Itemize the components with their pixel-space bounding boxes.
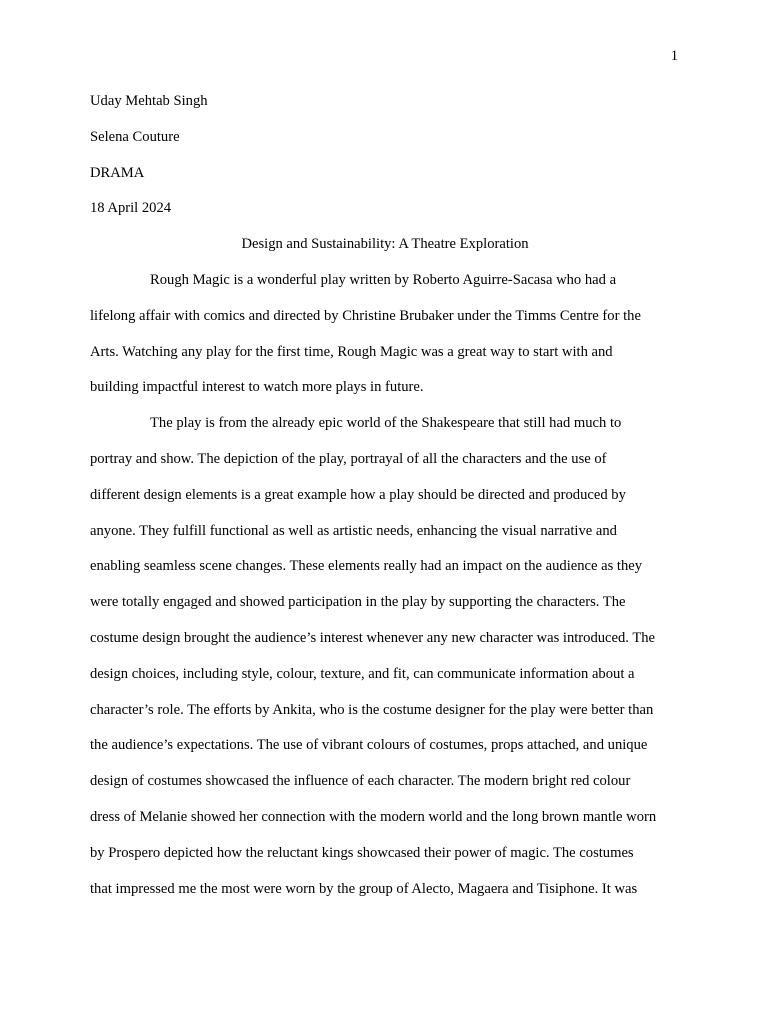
paragraph-line: The play is from the already epic world of the Shakespeare that still had much to xyxy=(150,415,622,432)
document-body xyxy=(90,84,680,907)
paragraph-line: lifelong affair with comics and directed by Christine Brubaker under the Timms Centre for the xyxy=(90,307,641,324)
paragraph-line: portray and show. The depiction of the play, portrayal of all the characters and the use of xyxy=(90,450,607,467)
paragraph-1 xyxy=(90,263,680,406)
paragraph-line: costume design brought the audience’s interest whenever any new character was introduced. The xyxy=(90,629,656,646)
author-name: Uday Mehtab Singh xyxy=(90,93,208,109)
instructor-name: Selena Couture xyxy=(90,128,180,145)
paragraph-line: Arts. Watching any play for the first time, Rough Magic was a great way to start with and xyxy=(90,343,613,360)
course-name: DRAMA xyxy=(90,164,145,181)
paragraph-line: by Prospero depicted how the reluctant kings showcased their power of magic. The costumes xyxy=(90,844,634,861)
paragraph-line: building impactful interest to watch more plays in future. xyxy=(90,379,424,396)
paragraph-line: anyone. They fulfill functional as well as artistic needs, enhancing the visual narrative and xyxy=(90,522,617,539)
paragraph-line: design choices, including style, colour, texture, and fit, can communicate information about a xyxy=(90,665,635,682)
document-title: Design and Sustainability: A Theatre Exploration xyxy=(241,236,529,253)
paragraph-line: design of costumes showcased the influence of each character. The modern bright red colour xyxy=(90,773,631,790)
paragraph-line: dress of Melanie showed her connection with the modern world and the long brown mantle worn xyxy=(90,808,657,825)
paragraph-2 xyxy=(90,406,680,907)
paragraph-line: the audience’s expectations. The use of vibrant colours of costumes, props attached, and unique xyxy=(90,737,648,754)
paragraph-line: different design elements is a great example how a play should be directed and produced by xyxy=(90,486,626,503)
page-number: 1 xyxy=(670,48,678,64)
document-date: 18 April 2024 xyxy=(90,200,172,217)
paragraph-line: Rough Magic is a wonderful play written by Roberto Aguirre-Sacasa who had a xyxy=(150,271,617,288)
paragraph-line: that impressed me the most were worn by the group of Alecto, Magaera and Tisiphone. It was xyxy=(90,880,638,897)
paragraph-line: enabling seamless scene changes. These elements really had an impact on the audience as they xyxy=(90,558,643,575)
paragraph-line: were totally engaged and showed participation in the play by supporting the characters. The xyxy=(90,594,626,611)
paragraph-line: character’s role. The efforts by Ankita, who is the costume designer for the play were better than xyxy=(90,701,654,718)
